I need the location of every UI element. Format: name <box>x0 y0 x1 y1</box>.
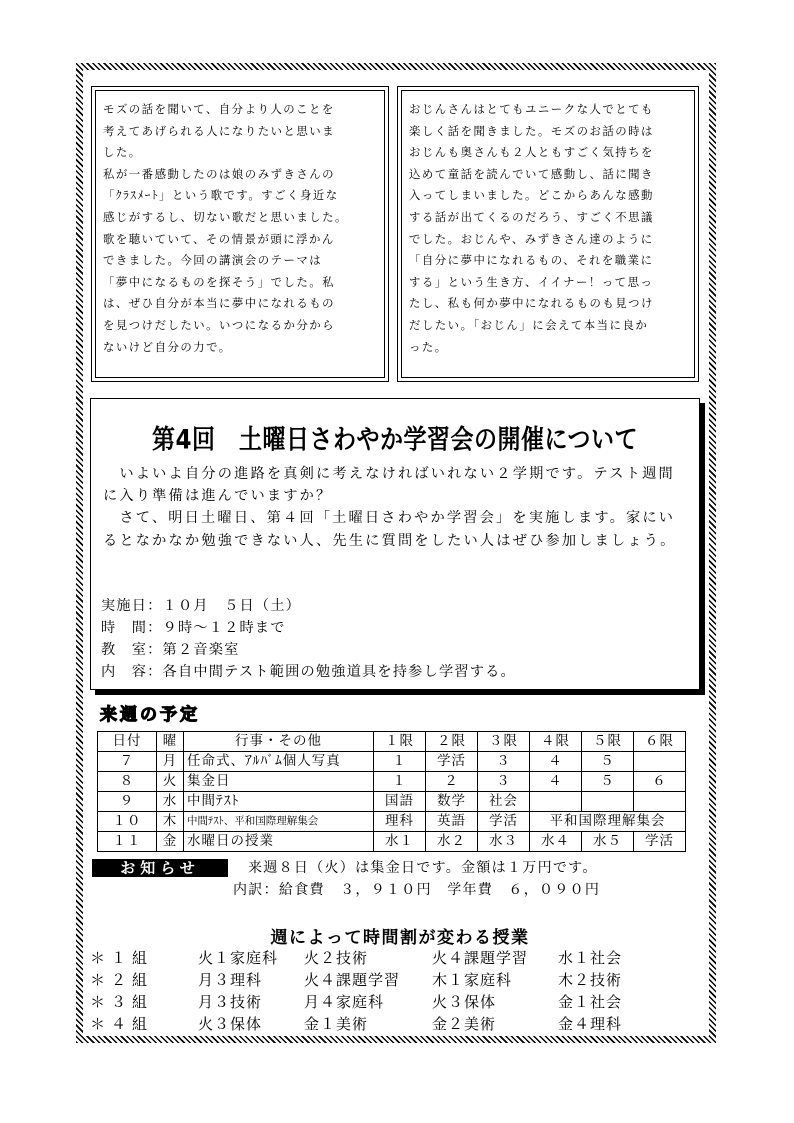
row-period: １ <box>374 772 426 792</box>
header-dow: 曜 <box>157 732 184 752</box>
study-session-notice <box>90 398 700 690</box>
subject: 金２美術 <box>432 1015 497 1033</box>
subject: 火２技術 <box>304 949 369 967</box>
class-label: ＊２組 <box>90 971 154 989</box>
class-label: ＊３組 <box>90 993 154 1011</box>
subject: 火１家庭科 <box>198 949 279 967</box>
timetable-title: 週によって時間割が変わる授業 <box>270 928 530 948</box>
header-period-6: ６限 <box>634 732 686 752</box>
subject: 木１家庭科 <box>432 971 513 989</box>
row-dow: 木 <box>157 812 184 832</box>
notice-paragraph-2: さて、明日土曜日、第４回「土曜日さわやか学習会」を実施します。家にいるとなかなか勉強できない人、先生に質問をしたい人はぜひ参加しましょう。 <box>103 510 677 549</box>
header-period-4: ４限 <box>530 732 582 752</box>
oshirase-line-2: 内訳：給食費 ３，９１０円 学年費 ６，０９０円 <box>233 882 601 898</box>
header-period-3: ３限 <box>478 732 530 752</box>
row-period: ３ <box>478 772 530 792</box>
row-dow: 月 <box>157 752 184 772</box>
row-date: １０ <box>98 812 157 832</box>
row-period: 学活 <box>426 752 478 772</box>
header-date: 日付 <box>98 732 157 752</box>
row-event: 集金日 <box>184 772 374 792</box>
row-period: 水２ <box>426 832 478 852</box>
header-period-1: １限 <box>374 732 426 752</box>
detail-content: 内 容：各自中間テスト範囲の勉強道具を持参し学習する。 <box>101 664 516 680</box>
row-date: ９ <box>98 792 157 812</box>
subject: 火４課題学習 <box>304 971 401 989</box>
row-dow: 火 <box>157 772 184 792</box>
notice-paragraph-1: いよいよ自分の進路を真剣に考えなければいれない２学期です。テスト週間に入り準備は進んでいますか？ <box>103 466 675 505</box>
subject: 火３保体 <box>198 1015 263 1033</box>
subject: 木２技術 <box>558 971 623 989</box>
row-event: 任命式、ｱﾙﾊﾞﾑ個人写真 <box>184 752 374 772</box>
row-period: 水５ <box>582 832 634 852</box>
row-date: １１ <box>98 832 157 852</box>
row-period: 社会 <box>478 792 530 812</box>
row-merged-event: 平和国際理解集会 <box>530 812 686 832</box>
row-period <box>582 792 634 812</box>
oshirase-line-1: 来週８日（火）は集金日です。金額は１万円です。 <box>248 860 598 876</box>
row-period: 水３ <box>478 832 530 852</box>
row-period: 国語 <box>374 792 426 812</box>
row-period: 学活 <box>478 812 530 832</box>
table-row <box>98 772 686 792</box>
row-period: ４ <box>530 752 582 772</box>
notice-title: 第4回 土曜日さわやか学習会の開催について <box>151 425 639 456</box>
row-period: 数学 <box>426 792 478 812</box>
row-period: ２ <box>426 772 478 792</box>
row-period: ３ <box>478 752 530 772</box>
row-period: 水４ <box>530 832 582 852</box>
class-label: ＊１組 <box>90 949 154 967</box>
notice-body <box>103 463 691 552</box>
class-label: ＊４組 <box>90 1015 154 1033</box>
table-row <box>98 792 686 812</box>
subject: 火３保体 <box>432 993 497 1011</box>
row-period: ５ <box>582 772 634 792</box>
header-period-2: ２限 <box>426 732 478 752</box>
row-date: ７ <box>98 752 157 772</box>
table-row <box>98 752 686 772</box>
table-row <box>98 832 686 852</box>
row-period <box>634 792 686 812</box>
essay-left-text: モズの話を聞いて、自分より人のことを 考えてあげられる人になりたいと思いま した。 私が一番感動したのは娘のみずきさんの 「ｸﾗｽﾒｰﾄ」という歌です。すごく身近な 感じがするし、切ない歌だと思いました。 歌を聴いていて、その情景が頭に浮かん できました。今回の講演会のテーマは 「夢中になるものを探そう」でした。私 は、ぜひ自分が本当に夢中になれるもの を見つけだしたい。いつになるか分から ないけど自分の力で。 <box>103 102 348 354</box>
row-period: ４ <box>530 772 582 792</box>
oshirase-label: お知らせ <box>92 859 228 877</box>
row-period: 英語 <box>426 812 478 832</box>
subject: 水１社会 <box>558 949 623 967</box>
row-dow: 水 <box>157 792 184 812</box>
detail-time: 時 間：９時～１２時まで <box>101 620 286 636</box>
row-period: 理科 <box>374 812 426 832</box>
detail-date: 実施日：１０月 ５日（土） <box>101 598 302 614</box>
row-period: ５ <box>582 752 634 772</box>
subject: 月４家庭科 <box>304 993 385 1011</box>
table-row <box>98 812 686 832</box>
schedule-title: 来週の予定 <box>100 705 200 725</box>
subject: 月３理科 <box>198 971 263 989</box>
row-event: 水曜日の授業 <box>184 832 374 852</box>
schedule-table <box>97 731 686 852</box>
row-period: １ <box>374 752 426 772</box>
header-event: 行事・その他 <box>184 732 374 752</box>
essay-box-right <box>397 86 699 382</box>
notice-details <box>101 595 516 683</box>
row-date: ８ <box>98 772 157 792</box>
essay-right-text: おじんさんはとてもユニークな人でとても 楽しく話を聞きました。モズのお話の時は おじんも奥さんも２人ともすごく気持ちを 込めて童話を読んでいて感動し、話に聞き 入ってしまいました。どこからあんな感動 する話が出てくるのだろう、すごく不思議 でした。おじんや、みずきさん達のように 「自分に夢中になれるもの、それを職業に する」という生き方、イイナー！って思っ たし、私も何か夢中になれるものも見つけ だしたい。「おじん」に会えて本当に良か った。 <box>409 102 654 354</box>
schedule-header-row <box>98 732 686 752</box>
subject: 月３技術 <box>198 993 263 1011</box>
subject: 金１社会 <box>558 993 623 1011</box>
header-period-5: ５限 <box>582 732 634 752</box>
subject: 火４課題学習 <box>432 949 529 967</box>
detail-room: 教 室：第２音楽室 <box>101 642 240 658</box>
row-period <box>634 752 686 772</box>
row-period: 水１ <box>374 832 426 852</box>
row-period <box>530 792 582 812</box>
row-period: ６ <box>634 772 686 792</box>
row-event: 中間ﾃｽﾄ <box>184 792 374 812</box>
row-dow: 金 <box>157 832 184 852</box>
subject: 金１美術 <box>304 1015 369 1033</box>
row-period: 学活 <box>634 832 686 852</box>
essay-box-left <box>91 86 389 382</box>
subject: 金４理科 <box>558 1015 623 1033</box>
row-event: 中間ﾃｽﾄ、平和国際理解集会 <box>184 812 374 832</box>
